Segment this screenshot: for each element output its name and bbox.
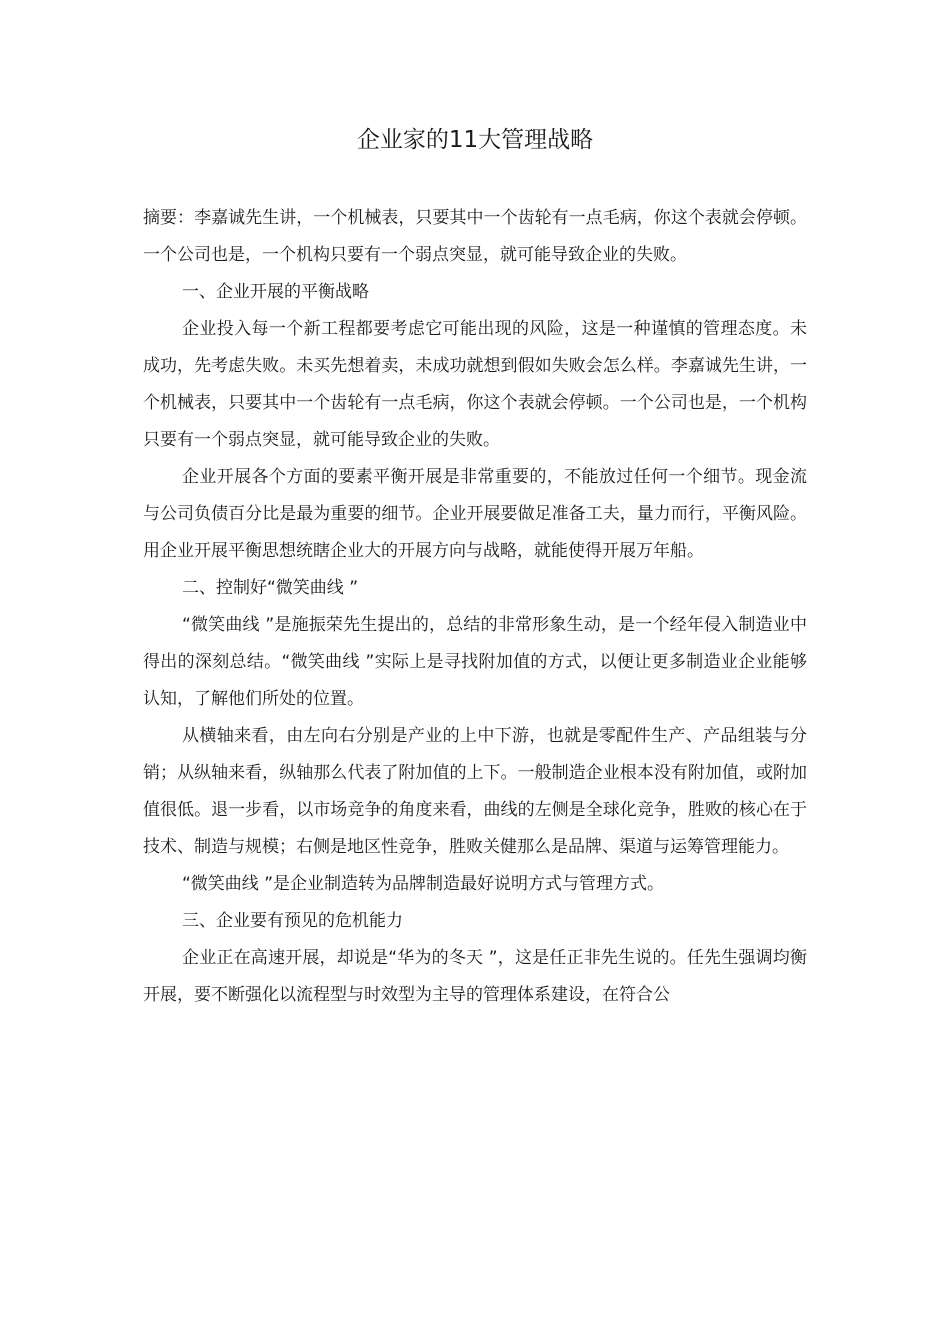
body-paragraph: “微笑曲线 ”是企业制造转为品牌制造最好说明方式与管理方式。 xyxy=(182,874,665,894)
body-paragraph: 企业投入每一个新工程都要考虑它可能出现的风险，这是一种谨慎的管理态度。未成功，先考虑失败。未买先想着卖，未成功就想到假如失败会怎么样。李嘉诚先生讲，一个机械表，只要其中一个齿轮有一点毛病，你这个表就会停顿。一个公司也是，一个机构只要有一个弱点突显，就可能导致企业的失败。 xyxy=(143,319,807,450)
body-paragraph: 企业正在高速开展，却说是“华为的冬天 ”，这是任正非先生说的。任先生强调均衡开展，要不断强化以流程型与时效型为主导的管理体系建设，在符合公 xyxy=(143,948,807,1005)
body-paragraph: “微笑曲线 ”是施振荣先生提出的，总结的非常形象生动，是一个经年侵入制造业中得出的深刻总结。“微笑曲线 ”实际上是寻找附加值的方式，以便让更多制造业企业能够认知，了解他们所处的位置。 xyxy=(143,615,807,709)
abstract-paragraph: 摘要：李嘉诚先生讲，一个机械表，只要其中一个齿轮有一点毛病，你这个表就会停顿。一个公司也是，一个机构只要有一个弱点突显，就可能导致企业的失败。 xyxy=(143,208,807,265)
body-paragraph: 企业开展各个方面的要素平衡开展是非常重要的，不能放过任何一个细节。现金流与公司负债百分比是最为重要的细节。企业开展要做足准备工夫，量力而行，平衡风险。用企业开展平衡思想统瞎企业大的开展方向与战略，就能使得开展万年船。 xyxy=(143,467,807,561)
body-paragraph: 从横轴来看，由左向右分别是产业的上中下游，也就是零配件生产、产品组装与分销；从纵轴来看，纵轴那么代表了附加值的上下。一般制造企业根本没有附加值，或附加值很低。退一步看，以市场竞争的角度来看，曲线的左侧是全球化竞争，胜败的核心在于技术、制造与规模；右侧是地区性竞争，胜败关健那么是品牌、渠道与运筹管理能力。 xyxy=(143,726,807,857)
document-body xyxy=(143,200,807,1014)
section-heading: 三、企业要有预见的危机能力 xyxy=(182,911,403,931)
document-title: 企业家的11大管理战略 xyxy=(356,127,594,153)
section-heading: 二、控制好“微笑曲线 ” xyxy=(182,578,359,598)
section-heading: 一、企业开展的平衡战略 xyxy=(182,282,369,302)
